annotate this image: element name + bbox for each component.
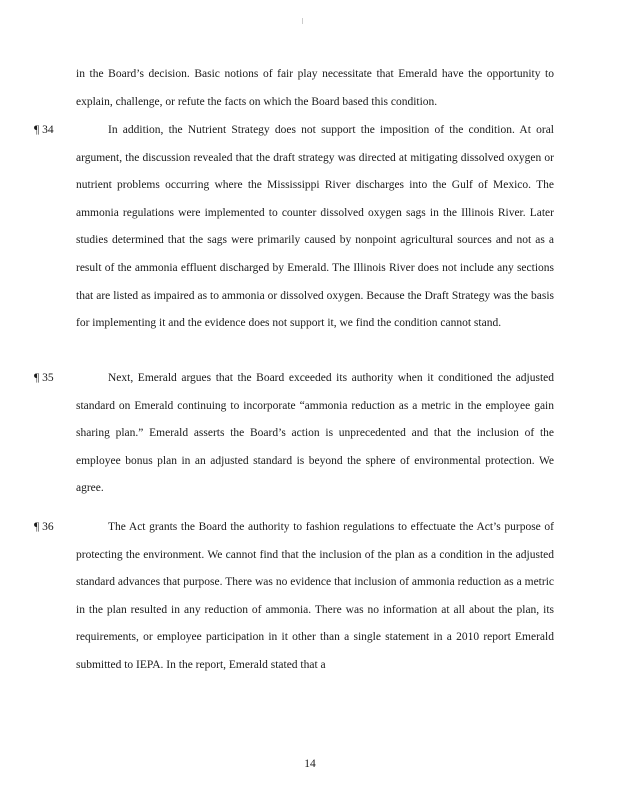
opening-paragraph-text: in the Board’s decision. Basic notions of fair play necessitate that Emerald have the opportunity to explain, challenge, or refute the facts on which the Board based this condition. <box>76 68 554 108</box>
paragraph-number-34: ¶ 34 <box>34 124 54 136</box>
paragraph-35 <box>76 365 554 503</box>
paragraph-36-text: The Act grants the Board the authority to fashion regulations to effectuate the Act’s purpose of protecting the environment. We cannot find that the inclusion of the plan as a condition in the adjusted standard advances that purpose. There was no evidence that inclusion of ammonia reduction as a metric in the plan resulted in any reduction of ammonia. There was no information at all about the plan, its requirements, or employee participation in it other than a single statement in a 2010 report Emerald submitted to IEPA. In the report, Emerald stated that a <box>76 521 554 671</box>
paragraph-number-35: ¶ 35 <box>34 372 54 384</box>
page-number: 14 <box>304 758 316 770</box>
paragraph-36 <box>76 514 554 680</box>
opening-text-block <box>76 61 554 116</box>
paragraph-34-text: In addition, the Nutrient Strategy does not support the imposition of the condition. At oral argument, the discussion revealed that the draft strategy was directed at mitigating dissolved oxygen or nutrient problems occurring where the Mississippi River discharges into the Gulf of Mexico. The ammonia regulations were implemented to counter dissolved oxygen sags in the Illinois River. Later studies determined that the sags were primarily caused by nonpoint agricultural sources and not as a result of the ammonia effluent discharged by Emerald. The Illinois River does not include any sections that are listed as impaired as to ammonia or dissolved oxygen. Because the Draft Strategy was the basis for implementing it and the evidence does not support it, we find the condition cannot stand. <box>76 124 554 330</box>
paragraph-35-text: Next, Emerald argues that the Board exceeded its authority when it conditioned the adjusted standard on Emerald continuing to incorporate “ammonia reduction as a metric in the employee gain sharing plan.” Emerald asserts the Board’s action is unprecedented and that the inclusion of the employee bonus plan in an adjusted standard is beyond the sphere of environmental protection. We agree. <box>76 372 554 495</box>
paragraph-34 <box>76 117 554 338</box>
paragraph-number-36: ¶ 36 <box>34 521 54 533</box>
scan-mark <box>302 18 303 24</box>
